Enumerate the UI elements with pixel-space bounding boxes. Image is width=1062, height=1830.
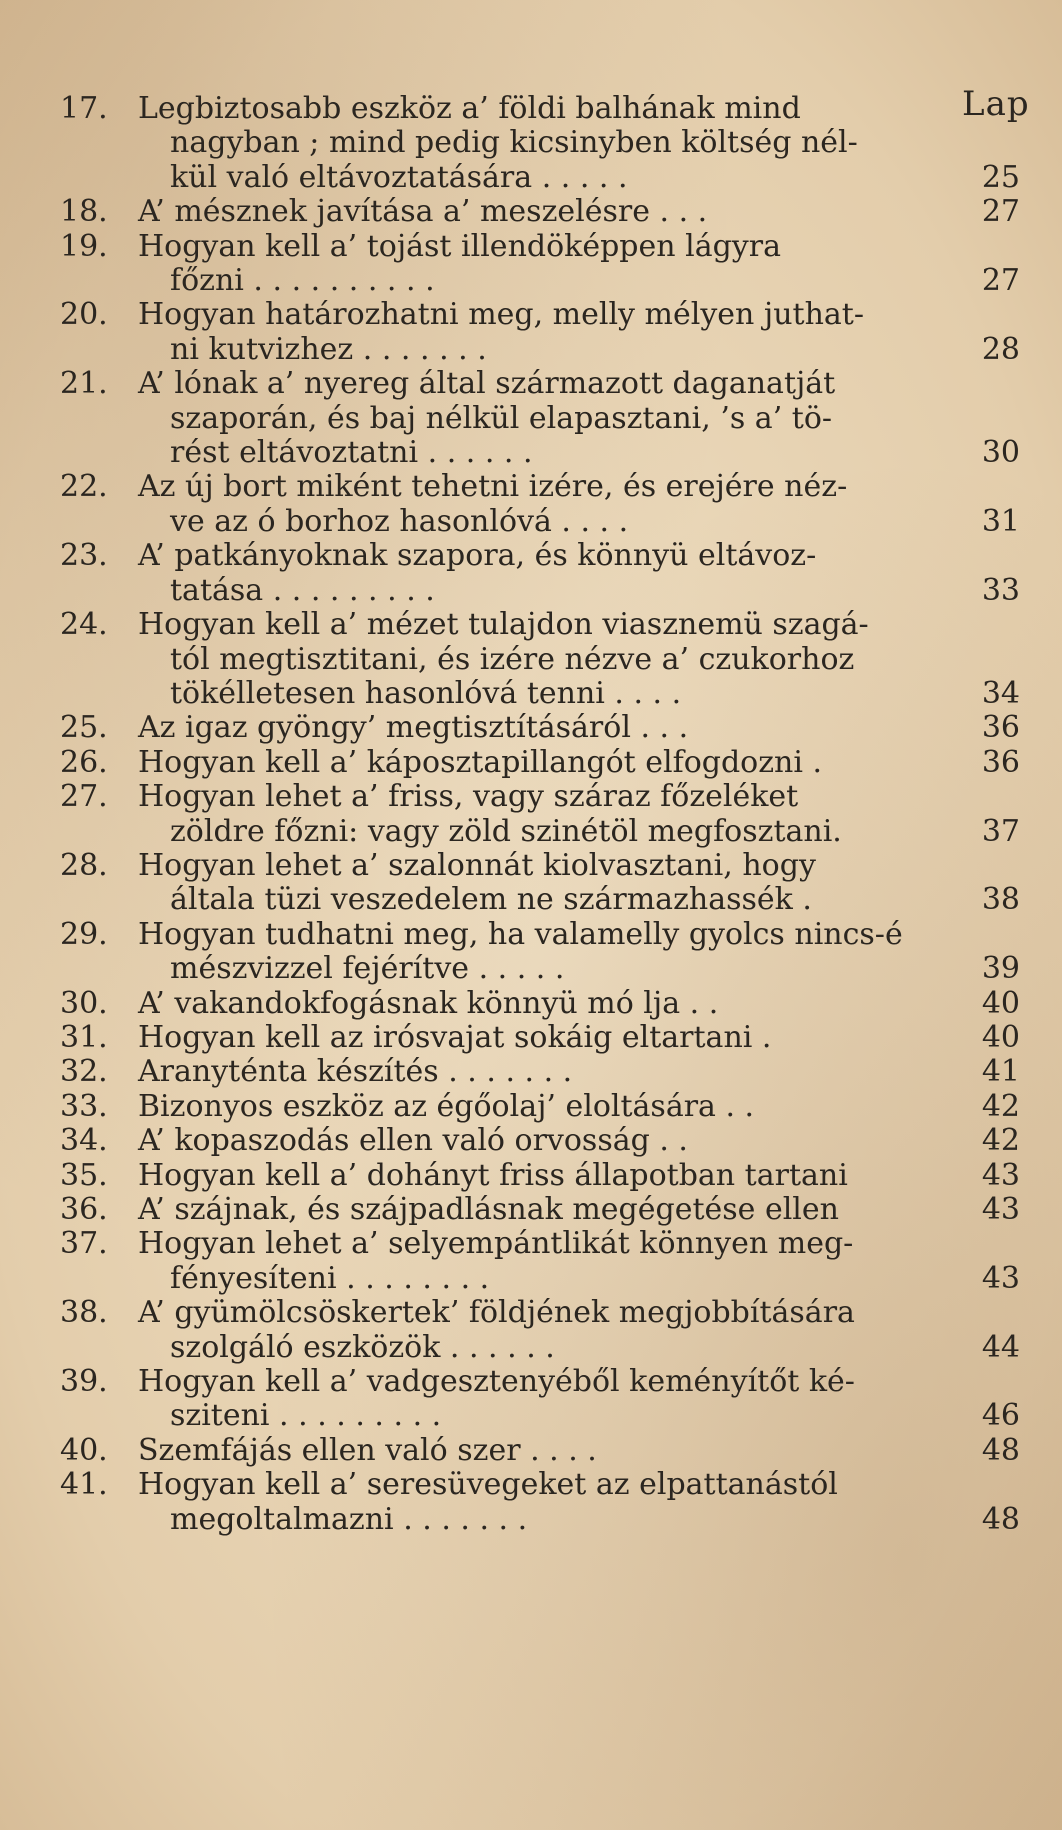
toc-entry <box>60 195 1020 229</box>
entry-line: sziteni . . . . . . . . . <box>170 1398 442 1434</box>
entry-number: 32. <box>60 1054 108 1090</box>
entry-line: Hogyan lehet a’ friss, vagy száraz főzeléket <box>138 779 799 815</box>
entry-page-number: 37 <box>981 813 1020 849</box>
entry-page-number: 30 <box>981 435 1020 471</box>
entry-line: Hogyan kell a’ káposztapillangót elfogdozni . <box>138 744 823 780</box>
toc-entry <box>60 470 1020 539</box>
entry-page-number: 28 <box>981 331 1020 367</box>
entry-page-number: 43 <box>981 1192 1020 1227</box>
entry-page-number: 27 <box>981 263 1020 299</box>
entry-number: 18. <box>60 194 108 230</box>
toc-entry <box>60 711 1020 745</box>
entry-line: tatása . . . . . . . . . <box>170 572 435 608</box>
entry-line: Hogyan kell a’ dohányt friss állapotban tartani <box>138 1157 848 1193</box>
entry-line: A’ patkányoknak szapora, és könnyü eltávoz- <box>138 538 817 574</box>
entry-line: mészvizzel fejérítve . . . . . <box>170 951 565 987</box>
entry-page-number: 44 <box>981 1329 1020 1365</box>
entry-line: szaporán, és baj nélkül elapasztani, ’s a’ tö- <box>170 400 833 436</box>
entry-page-number: 39 <box>981 951 1020 987</box>
entry-line: Aranyténta készítés . . . . . . . <box>138 1054 573 1090</box>
entry-page-number: 43 <box>981 1157 1020 1193</box>
toc-entry <box>60 1227 1020 1296</box>
entry-line: főzni . . . . . . . . . . <box>170 263 435 299</box>
toc-entry <box>60 230 1020 299</box>
toc-entry <box>60 1159 1020 1193</box>
entry-page-number: 42 <box>981 1088 1020 1124</box>
entry-number: 33. <box>60 1088 108 1124</box>
toc-entry <box>60 780 1020 849</box>
entry-line: Hogyan kell a’ mézet tulajdon viasznemü szagá- <box>138 607 869 643</box>
toc-entry <box>60 1468 1020 1537</box>
entry-number: 34. <box>60 1123 108 1159</box>
entry-line: nagyban ; mind pedig kicsinyben költség nél- <box>170 125 858 161</box>
entry-line: Hogyan kell a’ seresüvegeket az elpattanástól <box>138 1467 838 1503</box>
entry-line: Hogyan kell a’ vadgesztenyéből keményítőt ké- <box>138 1364 855 1400</box>
entry-line: A’ kopaszodás ellen való orvosság . . <box>138 1123 688 1159</box>
toc-entry <box>60 1021 1020 1055</box>
entry-line: Hogyan kell a’ tojást illendöképpen lágyra <box>138 228 781 264</box>
entry-line: A’ vakandokfogásnak könnyü mó lja . . <box>138 985 719 1021</box>
entry-page-number: 48 <box>981 1432 1020 1468</box>
entry-number: 27. <box>60 779 108 815</box>
entry-line: Az igaz gyöngy’ megtisztításáról . . . <box>138 710 689 746</box>
entry-line: A’ mésznek javítása a’ meszelésre . . . <box>138 194 708 230</box>
toc-entry <box>60 987 1020 1021</box>
entry-number: 31. <box>60 1019 108 1055</box>
toc-entry <box>60 1090 1020 1124</box>
entry-line: általa tüzi veszedelem ne származhassék . <box>170 882 812 918</box>
toc-entry <box>60 1434 1020 1468</box>
entry-line: Hogyan tudhatni meg, ha valamelly gyolcs nincs-é <box>138 916 903 952</box>
entry-line: Hogyan határozhatni meg, melly mélyen juthat- <box>138 297 864 333</box>
entry-line: A’ gyümölcsöskertek’ földjének megjobbítására <box>138 1295 855 1331</box>
entry-page-number: 36 <box>981 744 1020 780</box>
entry-number: 29. <box>60 916 108 952</box>
toc-entry <box>60 367 1020 470</box>
entry-line: tól megtisztitani, és izére nézve a’ czukorhoz <box>170 641 855 677</box>
entry-number: 17. <box>60 91 108 126</box>
entry-page-number: 38 <box>981 882 1020 918</box>
entry-line: Az új bort miként tehetni izére, és erejére néz- <box>138 469 848 505</box>
toc-entry <box>60 1365 1020 1434</box>
toc-entry <box>60 918 1020 987</box>
toc-entry <box>60 608 1020 711</box>
toc-entry <box>60 92 1020 195</box>
toc-entry <box>60 1124 1020 1158</box>
entry-page-number: 40 <box>981 985 1020 1021</box>
entry-line: ve az ó borhoz hasonlóvá . . . . <box>170 503 629 539</box>
entry-line: A’ szájnak, és szájpadlásnak megégetése ellen <box>138 1192 839 1227</box>
toc-entry <box>60 539 1020 608</box>
toc-entry <box>60 849 1020 918</box>
entry-line: Hogyan lehet a’ selyempántlikát könnyen meg- <box>138 1226 854 1262</box>
entry-line: rést eltávoztatni . . . . . . <box>170 435 533 471</box>
entry-page-number: 25 <box>981 159 1020 195</box>
entry-line: ni kutvizhez . . . . . . . <box>170 331 487 367</box>
entry-page-number: 40 <box>981 1019 1020 1055</box>
entry-number: 41. <box>60 1467 108 1503</box>
entry-line: Hogyan kell az irósvajat sokáig eltartani . <box>138 1019 772 1055</box>
entry-page-number: 36 <box>981 710 1020 746</box>
entry-page-number: 43 <box>981 1260 1020 1296</box>
entry-page-number: 27 <box>981 194 1020 230</box>
entry-number: 24. <box>60 607 108 643</box>
entry-number: 23. <box>60 538 108 574</box>
entry-page-number: 31 <box>981 503 1020 539</box>
table-of-contents <box>60 92 1020 1537</box>
entry-line: A’ lónak a’ nyereg által származott daganatját <box>138 366 836 402</box>
entry-page-number: 48 <box>981 1501 1020 1537</box>
entry-number: 30. <box>60 985 108 1021</box>
entry-line: tökélletesen hasonlóvá tenni . . . . <box>170 675 682 711</box>
entry-page-number: 33 <box>981 572 1020 608</box>
entry-number: 21. <box>60 366 108 402</box>
entry-page-number: 42 <box>981 1123 1020 1159</box>
entry-number: 19. <box>60 228 108 264</box>
toc-entry <box>60 1193 1020 1227</box>
entry-number: 35. <box>60 1157 108 1193</box>
entry-number: 20. <box>60 297 108 333</box>
entry-line: megoltalmazni . . . . . . . <box>170 1501 528 1537</box>
toc-entry <box>60 746 1020 780</box>
entry-number: 26. <box>60 744 108 780</box>
entry-page-number: 34 <box>981 675 1020 711</box>
page-column-header: Lap <box>962 84 1030 124</box>
entry-line: fényesíteni . . . . . . . . <box>170 1260 490 1296</box>
entry-line: Bizonyos eszköz az égőolaj’ eloltására . . <box>138 1088 755 1124</box>
entry-number: 22. <box>60 469 108 505</box>
entry-number: 36. <box>60 1192 108 1227</box>
entry-line: szolgáló eszközök . . . . . . <box>170 1329 555 1365</box>
entry-line: Hogyan lehet a’ szalonnát kiolvasztani, hogy <box>138 847 816 883</box>
toc-entry <box>60 1055 1020 1089</box>
entry-number: 40. <box>60 1432 108 1468</box>
entry-number: 39. <box>60 1364 108 1400</box>
entry-page-number: 46 <box>981 1398 1020 1434</box>
toc-entry <box>60 1296 1020 1365</box>
toc-entry <box>60 298 1020 367</box>
entry-line: Szemfájás ellen való szer . . . . <box>138 1432 597 1468</box>
entry-line: Legbiztosabb eszköz a’ földi balhának mind <box>138 91 801 126</box>
entry-number: 38. <box>60 1295 108 1331</box>
entry-number: 28. <box>60 847 108 883</box>
entry-number: 37. <box>60 1226 108 1262</box>
entry-line: kül való eltávoztatására . . . . . <box>170 159 628 195</box>
entry-line: zöldre főzni: vagy zöld szinétöl megfosztani. <box>170 813 842 849</box>
entry-number: 25. <box>60 710 108 746</box>
entry-page-number: 41 <box>981 1054 1020 1090</box>
